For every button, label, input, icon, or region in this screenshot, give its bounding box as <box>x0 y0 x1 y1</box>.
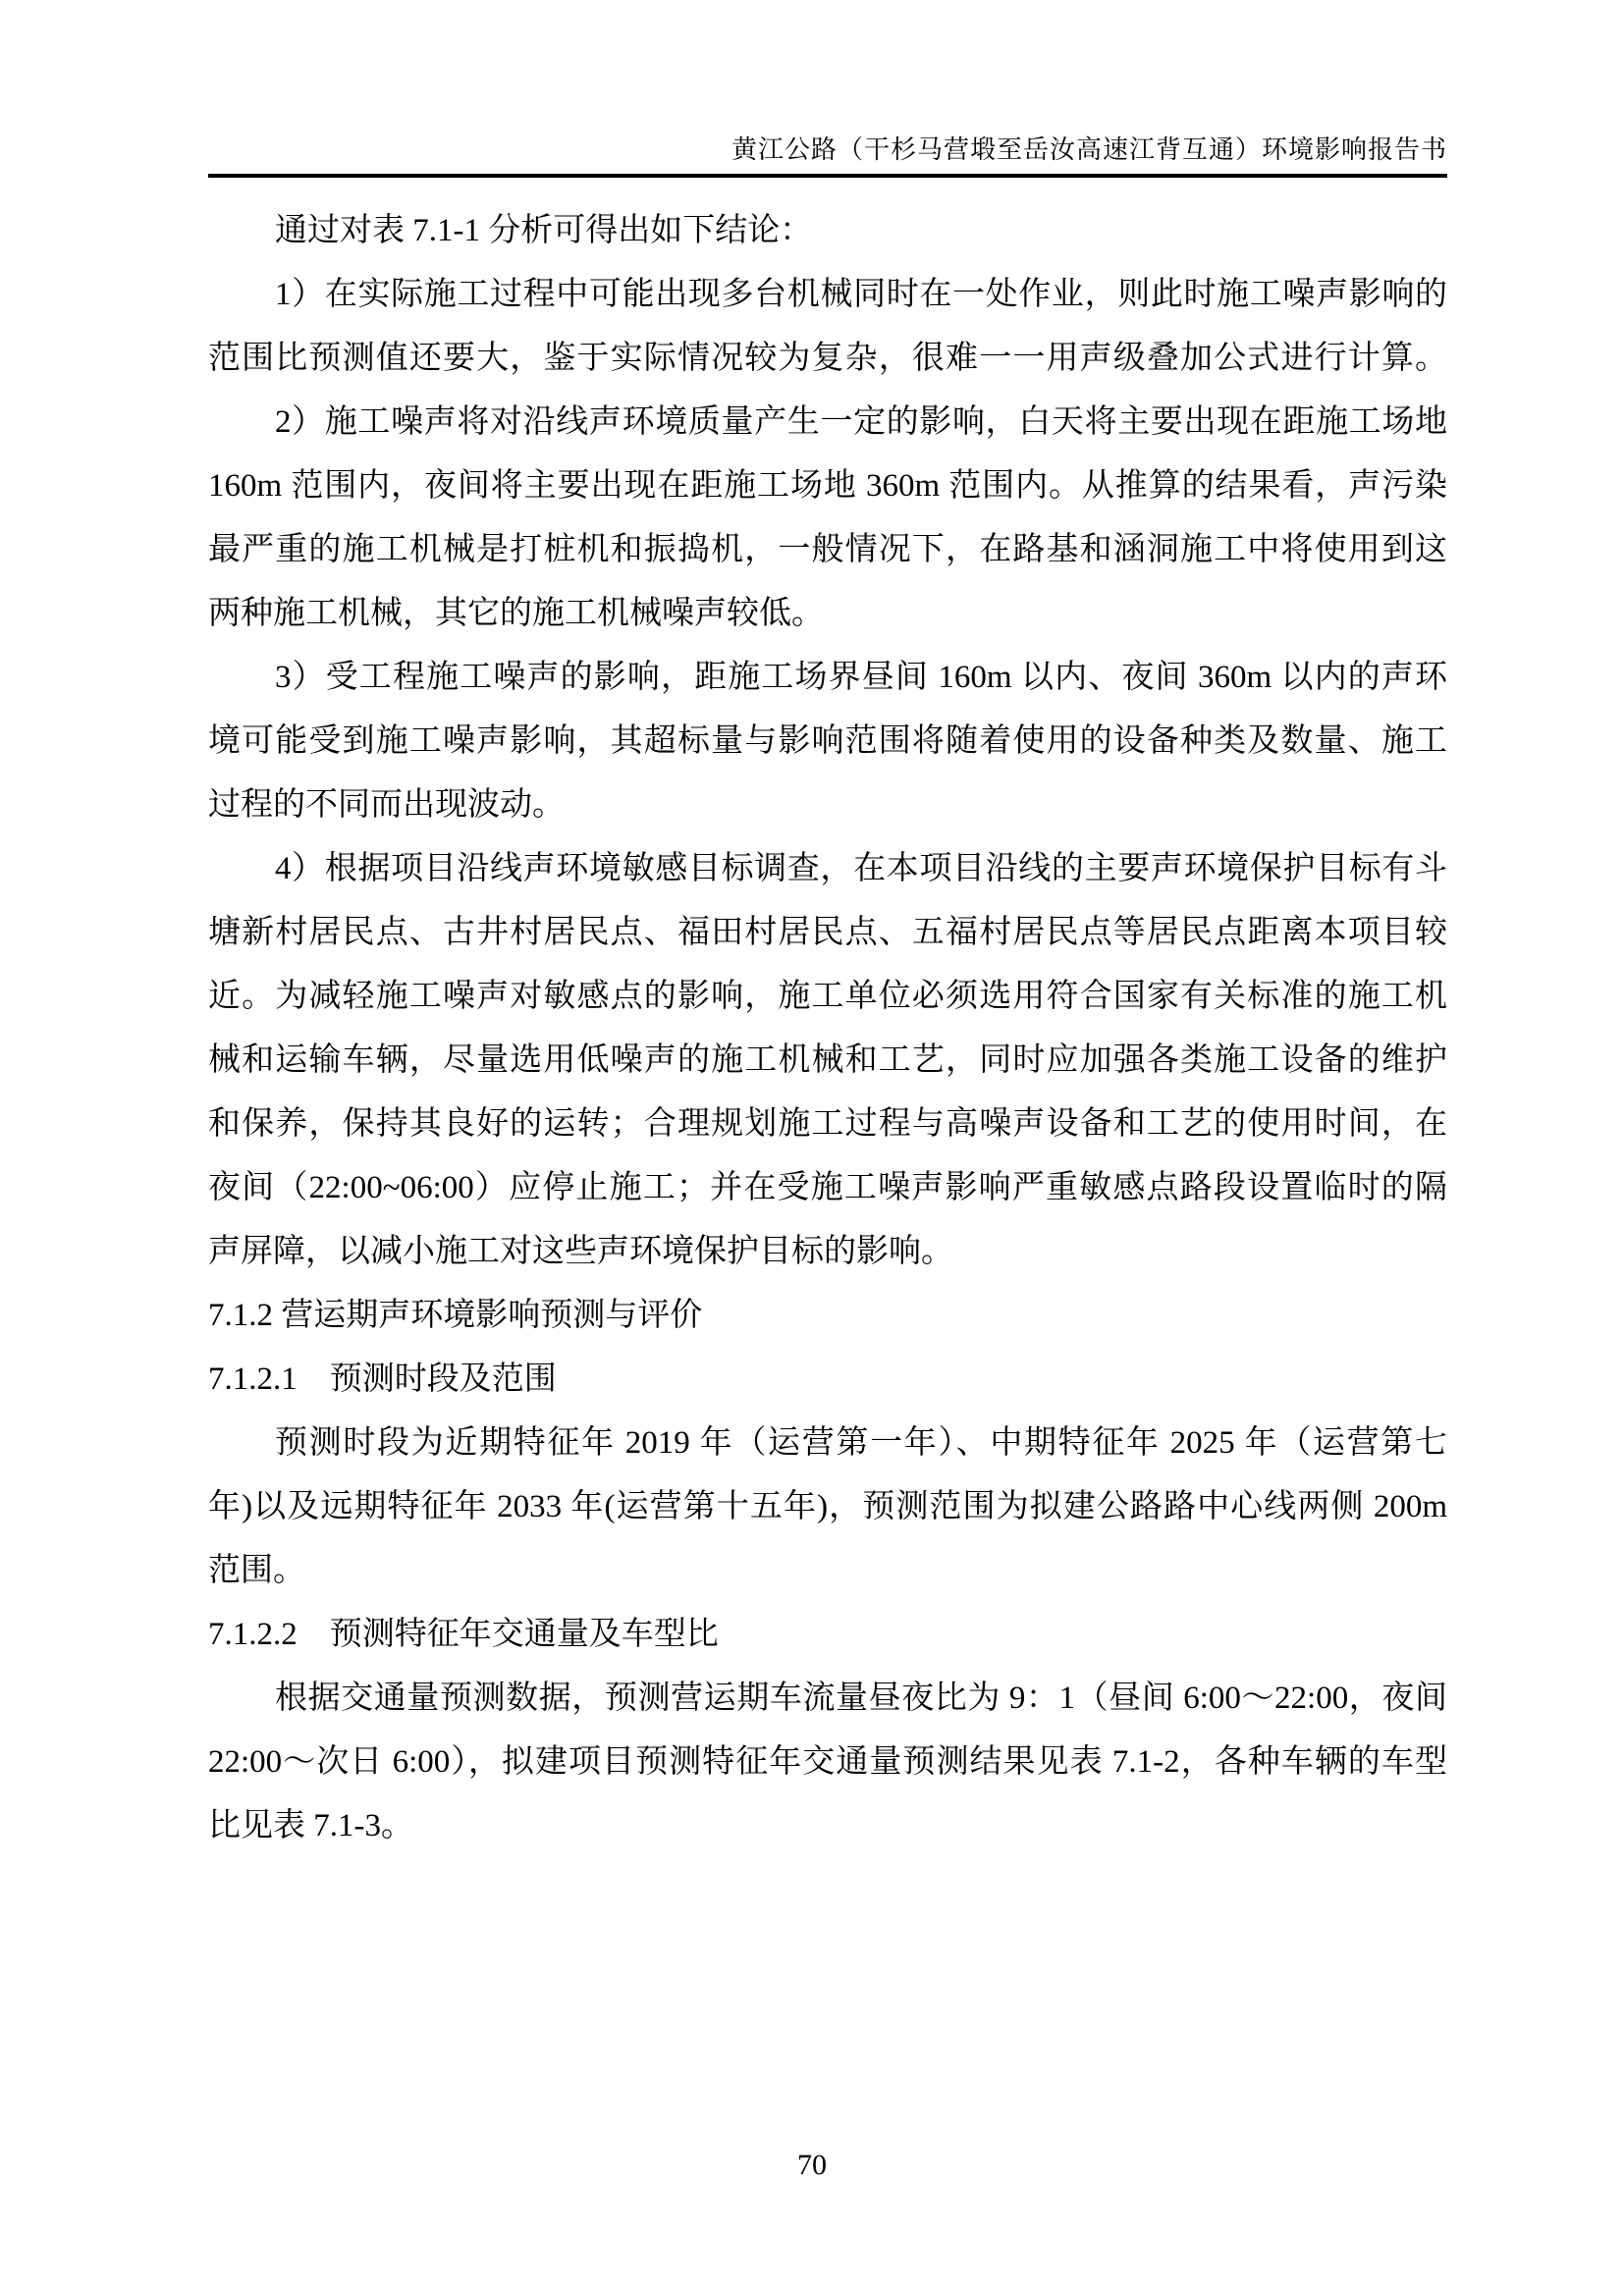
paragraph-line: 境可能受到施工噪声影响，其超标量与影响范围将随着使用的设备种类及数量、施工 <box>208 723 1447 759</box>
paragraph-line: 两种施工机械，其它的施工机械噪声较低。 <box>208 596 824 631</box>
document-body <box>208 199 1447 1858</box>
paragraph-line: 1）在实际施工过程中可能出现多台机械同时在一处作业，则此时施工噪声影响的 <box>275 277 1447 312</box>
paragraph-line: 和保养，保持其良好的运转；合理规划施工过程与高噪声设备和工艺的使用时间，在 <box>208 1106 1447 1142</box>
page-header-title: 黄江公路（干杉马营塅至岳汝高速江背互通）环境影响报告书 <box>731 135 1447 164</box>
heading-7-1-2-2: 7.1.2.2 预测特征年交通量及车型比 <box>208 1617 719 1652</box>
paragraph-line: 2）施工噪声将对沿线声环境质量产生一定的影响，白天将主要出现在距施工场地 <box>275 404 1447 440</box>
paragraph-line: 塘新村居民点、古井村居民点、福田村居民点、五福村居民点等居民点距离本项目较 <box>208 915 1447 950</box>
paragraph-line: 声屏障，以减小施工对这些声环境保护目标的影响。 <box>208 1234 953 1269</box>
page-number: 70 <box>797 2149 827 2181</box>
paragraph-line: 比见表 7.1-3。 <box>208 1808 413 1843</box>
paragraph-line: 夜间（22:00~06:00）应停止施工；并在受施工噪声影响严重敏感点路段设置临时的隔 <box>208 1170 1447 1205</box>
paragraph-line: 械和运输车辆，尽量选用低噪声的施工机械和工艺，同时应加强各类施工设备的维护 <box>208 1042 1447 1078</box>
paragraph-line: 范围比预测值还要大，鉴于实际情况较为复杂，很难一一用声级叠加公式进行计算。 <box>208 341 1447 376</box>
heading-7-1-2-1: 7.1.2.1 预测时段及范围 <box>208 1362 557 1397</box>
paragraph-line: 根据交通量预测数据，预测营运期车流量昼夜比为 9：1（昼间 6:00～22:00，夜间 <box>275 1681 1447 1716</box>
paragraph-line: 通过对表 7.1-1 分析可得出如下结论： <box>275 213 813 248</box>
paragraph-line: 近。为减轻施工噪声对敏感点的影响，施工单位必须选用符合国家有关标准的施工机 <box>208 979 1447 1014</box>
paragraph-line: 3）受工程施工噪声的影响，距施工场界昼间 160m 以内、夜间 360m 以内的声环 <box>275 660 1447 695</box>
paragraph-line: 过程的不同而出现波动。 <box>208 787 565 823</box>
paragraph-line: 4）根据项目沿线声环境敏感目标调查，在本项目沿线的主要声环境保护目标有斗 <box>275 851 1447 886</box>
paragraph-line: 22:00～次日 6:00），拟建项目预测特征年交通量预测结果见表 7.1-2，各种车辆的车型 <box>208 1744 1447 1780</box>
paragraph-line: 年)以及远期特征年 2033 年(运营第十五年)，预测范围为拟建公路路中心线两侧 200m <box>208 1489 1447 1524</box>
paragraph-line: 预测时段为近期特征年 2019 年（运营第一年）、中期特征年 2025 年（运营第七 <box>275 1425 1447 1461</box>
heading-7-1-2: 7.1.2 营运期声环境影响预测与评价 <box>208 1298 703 1333</box>
header-rule <box>208 174 1447 178</box>
paragraph-line: 范围。 <box>208 1553 305 1588</box>
paragraph-line: 最严重的施工机械是打桩机和振捣机，一般情况下，在路基和涵洞施工中将使用到这 <box>208 532 1447 567</box>
paragraph-line: 160m 范围内，夜间将主要出现在距施工场地 360m 范围内。从推算的结果看，声污染 <box>208 468 1447 504</box>
